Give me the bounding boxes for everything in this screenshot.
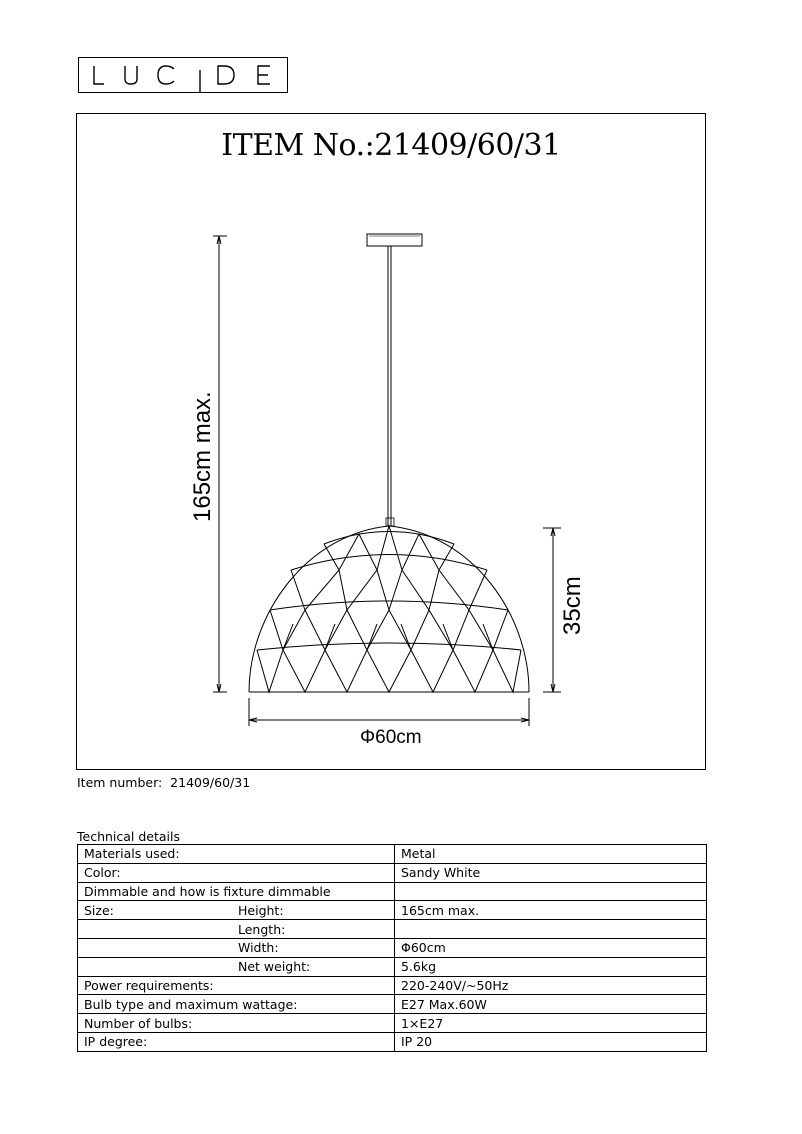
spec-row [78,920,707,939]
spec-label-cell [78,1014,395,1033]
spec-value: 5.6kg [395,957,707,976]
spec-value: Sandy White [395,863,707,882]
spec-label-cell [78,976,395,995]
spec-label-cell [78,938,395,957]
spec-row [78,882,707,901]
spec-value: E27 Max.60W [395,995,707,1014]
item-number-value: 21409/60/31 [170,775,251,790]
spec-label: Color: [84,865,121,881]
spec-row [78,845,707,864]
spec-label-cell [78,920,395,939]
height-dimension-label: 165cm max. [189,391,216,522]
item-number-label: Item number: [77,775,163,790]
spec-label: Number of bulbs: [84,1015,193,1031]
spec-label-cell [78,901,395,920]
technical-details-table [77,844,707,1052]
spec-label: Materials used: [84,846,180,862]
spec-label-cell [78,1032,395,1051]
spec-label-cell [78,863,395,882]
spec-label-cell [78,845,395,864]
spec-label: Bulb type and maximum wattage: [84,996,298,1012]
spec-label: Power requirements: [84,977,214,993]
spec-label-cell [78,957,395,976]
spec-sub-label: Length: [238,921,286,937]
spec-value [395,920,707,939]
product-drawing-frame [76,113,706,770]
spec-sub-label: Width: [238,940,279,956]
spec-row [78,976,707,995]
technical-details-heading: Technical details [77,829,181,844]
spec-value: 220-240V/~50Hz [395,976,707,995]
diameter-dimension-label: Φ60cm [360,727,422,748]
spec-row [78,957,707,976]
spec-value: 1×E27 [395,1014,707,1033]
spec-row [78,938,707,957]
spec-label: Dimmable and how is fixture dimmable [84,883,331,899]
spec-value: 165cm max. [395,901,707,920]
lucide-logo [78,57,288,93]
drawing-item-title: ITEM No.:21409/60/31 [221,128,561,163]
spec-value [395,882,707,901]
spec-value: Metal [395,845,707,864]
diameter-dimension-line [249,698,529,726]
spec-row [78,863,707,882]
spec-label-cell [78,995,395,1014]
dome-shade [249,526,529,692]
spec-row [78,901,707,920]
spec-label: Size: [84,902,114,918]
spec-row [78,995,707,1014]
spec-sub-label: Height: [238,902,284,918]
item-number-line [77,775,250,790]
spec-row [78,1014,707,1033]
spec-sub-label: Net weight: [238,959,311,975]
spec-label-cell [78,882,395,901]
shade-height-dimension-label: 35cm [559,576,586,635]
spec-value: Φ60cm [395,938,707,957]
spec-value: IP 20 [395,1032,707,1051]
pendant-lamp-drawing [77,114,707,771]
spec-row [78,1032,707,1051]
spec-label: IP degree: [84,1034,148,1050]
